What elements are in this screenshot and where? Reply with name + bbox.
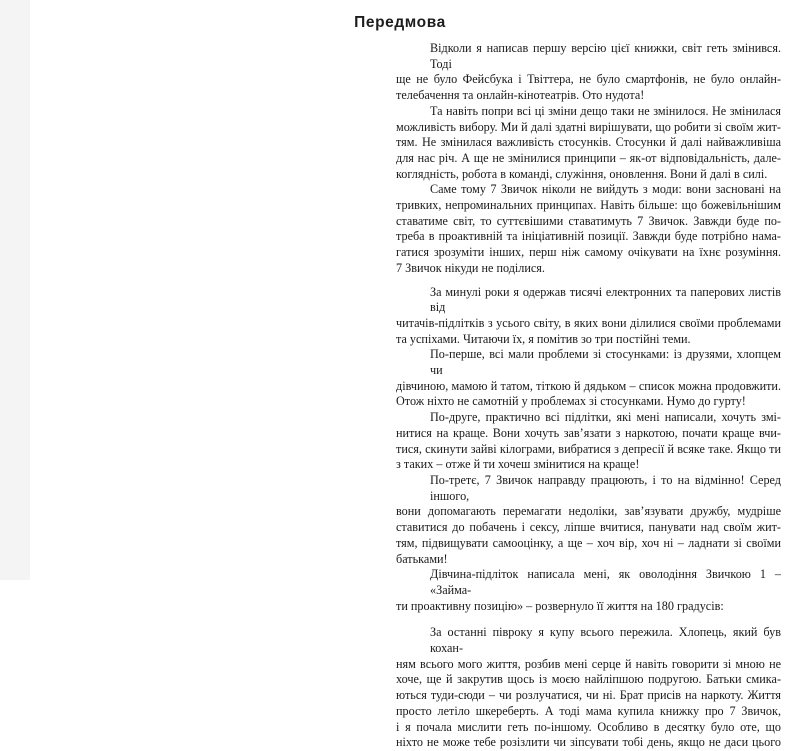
previous-page-edge <box>0 0 30 580</box>
quote-line: ються туди-сюди – чи розлучатися, чи ні. Брат присів на наркоту. Життя <box>396 688 781 703</box>
text-line: Отож ніхто не самотній у проблемах зі стосунками. Нумо до гурту! <box>396 394 746 409</box>
text-line: Та навіть попри всі ці зміни дещо таки не змінилося. Не змінилася <box>430 103 781 118</box>
paragraph <box>396 410 781 473</box>
quote-line: За останні півроку я купу всього пережила. Хлопець, який був кохан- <box>430 625 781 656</box>
text-line: За минулі роки я одержав тисячі електронних та паперових листів від <box>430 284 781 315</box>
text-line: По-перше, всі мали проблеми зі стосунками: із друзями, хлопцем чи <box>430 347 781 378</box>
text-line: ставитися до побачень і сексу, ліпше вчитися, панувати над своїм жит- <box>396 520 781 535</box>
text-line: можливість вибору. Ми й далі здатні вирішувати, що робити зі своїм жит- <box>396 119 781 134</box>
quote-spacer <box>396 614 781 625</box>
text-line: тям. Не змінилася важливість стосунків. Стосунки й далі найважливіша <box>396 135 781 150</box>
text-line: дівчиною, мамою й татом, тіткою й дядьком – список можна продовжити. <box>396 378 781 393</box>
text-line: Дівчина-підліток написала мені, як оволодіння Звичкою 1 – «Займа- <box>430 567 781 597</box>
text-line: Відколи я написав першу версію цієї книжки, світ геть змінився. Тоді <box>430 41 781 71</box>
text-line: Саме тому 7 Звичок ніколи не вийдуть з моди: вони засновані на <box>430 182 781 197</box>
text-line: з таких – отже й ти хочеш змінитися на краще! <box>396 457 640 472</box>
quoted-letter <box>396 625 781 751</box>
paragraphs <box>396 41 781 614</box>
text-line: гатися зрозуміти інших, перш ніж самому очікувати на їхнє розуміння. <box>396 245 781 260</box>
section-spacer <box>396 277 781 285</box>
paragraph <box>396 567 781 614</box>
text-line: По-третє, 7 Звичок направду працюють, і то на відмінно! Серед іншого, <box>430 472 781 503</box>
paragraph <box>396 182 781 276</box>
quote-line: ням всього мого життя, розбив мені серце й навіть говорити зі мною не <box>396 656 781 671</box>
text-line: 7 Звичок нікуди не поділися. <box>396 260 545 275</box>
text-line: По-друге, практично всі підлітки, які мені написали, хочуть змі- <box>430 410 781 425</box>
text-line: тривких, непроминальних принципах. Навіть більше: що божевільнішим <box>396 198 781 213</box>
text-line: тям, підвищувати самооцінку, а ще – хоч вір, хоч ні – ладнати зі своїми <box>396 535 781 550</box>
text-line: ти проактивну позицію» – розвернуло її життя на 180 градусів: <box>396 598 724 613</box>
text-line: ставатиме світ, то суттєвішими ставатимуть 7 Звичок. Завжди буде по- <box>396 213 781 228</box>
paragraph <box>396 347 781 410</box>
text-line: треба в проактивній та ініціативній позиції. Завжди буде потрібно нама- <box>396 229 781 244</box>
paragraph <box>396 285 781 348</box>
text-line: коглядність, робота в команді, служіння, оновлення. Вони й далі в силі. <box>396 166 768 181</box>
quote-line: і я почала мислити геть по-іншому. Особливо в десятку було оте, що <box>396 719 781 734</box>
text-line: телебачення та онлайн-кінотеатрів. Ото нудота! <box>396 88 645 103</box>
text-line: для нас річ. А ще не змінилися принципи – як-от відповідальність, дале- <box>396 150 781 165</box>
text-line: та успіхами. Читаючи їх, я помітив зо три постійні теми. <box>396 331 691 346</box>
text-line: вони допомагають перемагати недоліки, зав’язувати дружбу, мудріше <box>396 504 781 519</box>
text-line: ще не було Фейсбука і Твіттера, не було смартфонів, не було онлайн- <box>396 72 781 87</box>
text-line: тися, скинути зайві кілограми, вибратися з депресії й всяке таке. Якщо ти <box>396 441 781 456</box>
quote-line: ніхто не може тебе розізлити чи зіпсувати тобі день, якщо не даси цього <box>396 735 781 750</box>
text-line: батьками! <box>396 551 448 566</box>
paragraph <box>396 41 781 104</box>
page-title: Передмова <box>354 14 446 31</box>
text-line: нитися на краще. Вони хочуть зав’язати з наркотою, почати краще вчи- <box>396 425 781 440</box>
quote-line: хоче, ще й закрутив щось із моєю найліпшою подругою. Батьки смика- <box>396 672 781 687</box>
paragraph <box>396 104 781 183</box>
text-line: читачів-підлітків з усього світу, в яких вони ділилися своїми проблемами <box>396 315 781 330</box>
quote-line: просто летіло шкереберть. А тоді мама купила книжку про 7 Звичок, <box>396 703 781 718</box>
paragraph <box>396 473 781 567</box>
body-text <box>396 41 781 751</box>
